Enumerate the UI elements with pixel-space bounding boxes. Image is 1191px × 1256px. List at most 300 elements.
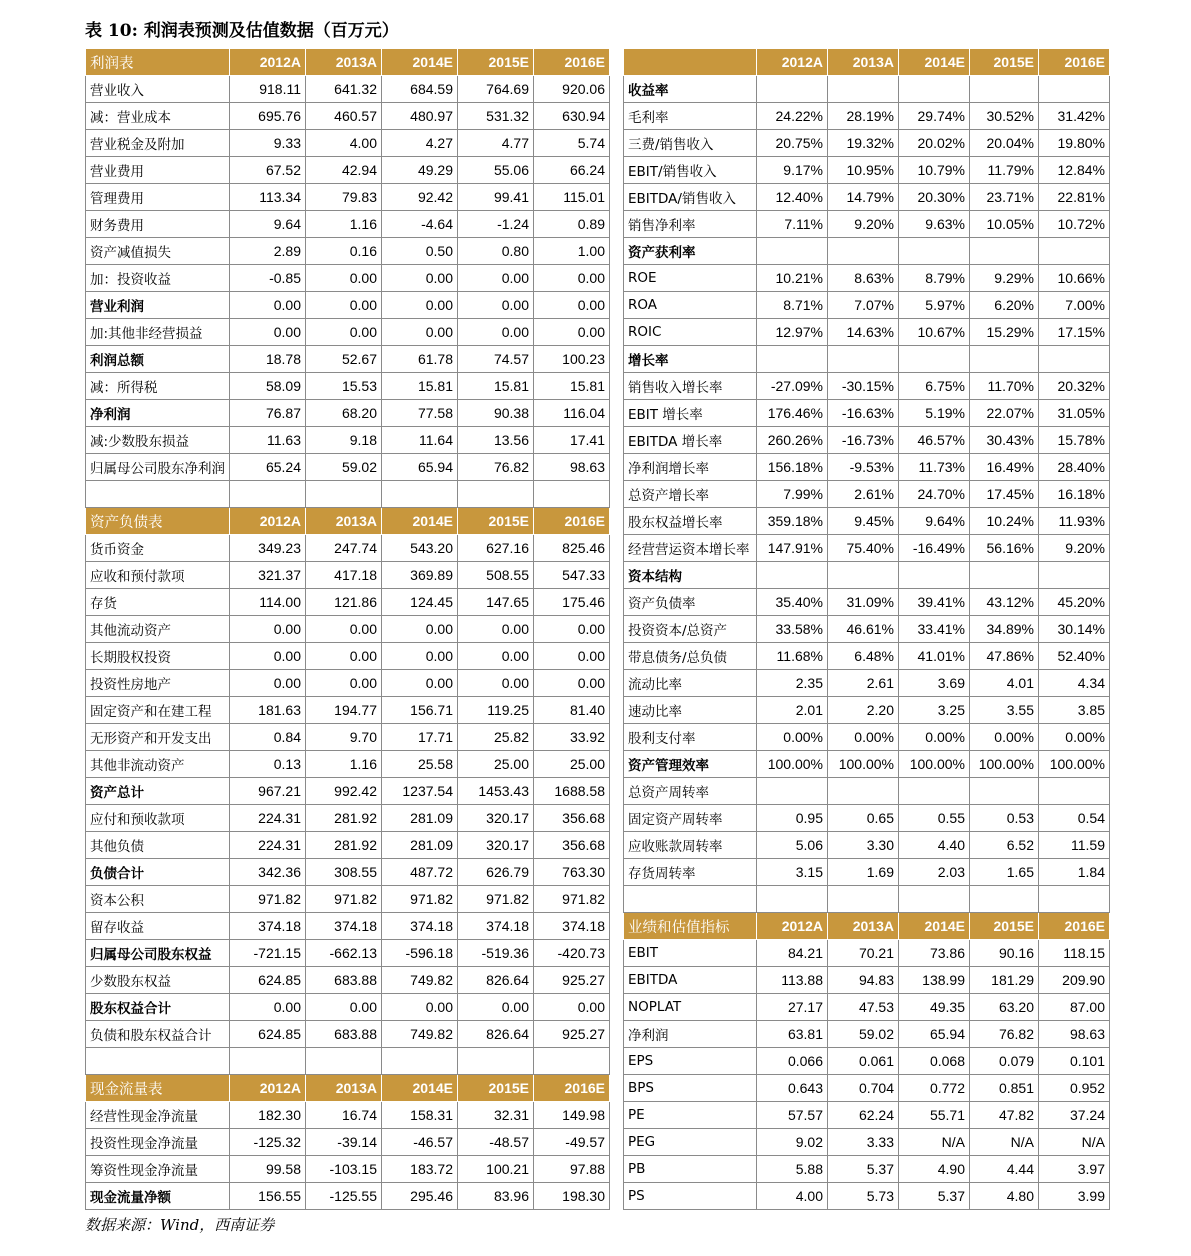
table-row — [86, 319, 610, 346]
value-cell: 925.27 — [534, 1021, 610, 1048]
value-cell: 0.643 — [757, 1075, 828, 1102]
value-cell: 8.71% — [757, 292, 828, 319]
table-row — [624, 1075, 1110, 1102]
value-cell: 4.44 — [970, 1156, 1039, 1183]
value-cell — [382, 1048, 458, 1075]
value-cell: 0.00 — [306, 670, 382, 697]
value-cell: 3.55 — [970, 697, 1039, 724]
value-cell: -4.64 — [382, 211, 458, 238]
value-cell — [534, 1048, 610, 1075]
row-label: ROA — [624, 292, 757, 319]
value-cell: 281.09 — [382, 805, 458, 832]
value-cell: 20.75% — [757, 130, 828, 157]
row-label: 少数股东权益 — [86, 967, 230, 994]
value-cell: 100.00% — [970, 751, 1039, 778]
value-cell: 33.41% — [899, 616, 970, 643]
value-cell: 10.66% — [1039, 265, 1110, 292]
value-cell — [1039, 346, 1110, 373]
value-cell: 18.78 — [230, 346, 306, 373]
value-cell: 531.32 — [458, 103, 534, 130]
row-label: 其他流动资产 — [86, 616, 230, 643]
value-cell: 0.00 — [534, 643, 610, 670]
row-label: 无形资产和开发支出 — [86, 724, 230, 751]
row-label: 加:其他非经营损益 — [86, 319, 230, 346]
value-cell — [757, 778, 828, 805]
value-cell: 0.00 — [458, 643, 534, 670]
value-cell: 76.87 — [230, 400, 306, 427]
table-row — [86, 130, 610, 157]
table-row — [624, 265, 1110, 292]
value-cell — [970, 238, 1039, 265]
table-row — [624, 1156, 1110, 1183]
row-label: 股东权益合计 — [86, 994, 230, 1021]
value-cell: 0.00 — [534, 319, 610, 346]
value-cell: -39.14 — [306, 1129, 382, 1156]
value-cell: 81.40 — [534, 697, 610, 724]
value-cell: 19.80% — [1039, 130, 1110, 157]
row-label: EBITDA 增长率 — [624, 427, 757, 454]
value-cell: 3.69 — [899, 670, 970, 697]
row-label: 净利润 — [86, 400, 230, 427]
value-cell: -662.13 — [306, 940, 382, 967]
value-cell: 543.20 — [382, 535, 458, 562]
spacer-row — [624, 886, 1110, 913]
value-cell: 70.21 — [828, 940, 899, 967]
value-cell: 45.20% — [1039, 589, 1110, 616]
value-cell: 0.89 — [534, 211, 610, 238]
table-row — [86, 1102, 610, 1129]
table-row — [86, 292, 610, 319]
row-label: 投资性房地产 — [86, 670, 230, 697]
value-cell: 84.21 — [757, 940, 828, 967]
table-row — [624, 805, 1110, 832]
value-cell: 9.33 — [230, 130, 306, 157]
value-cell — [970, 562, 1039, 589]
section-row — [624, 76, 1110, 103]
table-row — [624, 778, 1110, 805]
table-row — [624, 427, 1110, 454]
value-cell: 16.18% — [1039, 481, 1110, 508]
value-cell: 16.49% — [970, 454, 1039, 481]
value-cell: 57.57 — [757, 1102, 828, 1129]
value-cell: 156.18% — [757, 454, 828, 481]
value-cell: 7.00% — [1039, 292, 1110, 319]
table-row — [624, 1102, 1110, 1129]
value-cell: 3.33 — [828, 1129, 899, 1156]
value-cell — [899, 562, 970, 589]
value-cell: 9.64 — [230, 211, 306, 238]
data-source-note: 数据来源：Wind，西南证券 — [85, 1216, 275, 1234]
value-cell: 9.18 — [306, 427, 382, 454]
value-cell: 23.71% — [970, 184, 1039, 211]
value-cell: 925.27 — [534, 967, 610, 994]
section-label: 资本结构 — [624, 562, 757, 589]
row-label: 利润总额 — [86, 346, 230, 373]
value-cell: 0.13 — [230, 751, 306, 778]
row-label: 财务费用 — [86, 211, 230, 238]
value-cell: 100.23 — [534, 346, 610, 373]
value-cell: 683.88 — [306, 1021, 382, 1048]
value-cell — [899, 886, 970, 913]
value-cell: 4.01 — [970, 670, 1039, 697]
value-cell: 8.63% — [828, 265, 899, 292]
value-cell: 281.92 — [306, 805, 382, 832]
value-cell: 0.066 — [757, 1048, 828, 1075]
value-cell: 52.40% — [1039, 643, 1110, 670]
value-cell — [899, 346, 970, 373]
row-label: PEG — [624, 1129, 757, 1156]
value-cell: 971.82 — [458, 886, 534, 913]
value-cell: 33.92 — [534, 724, 610, 751]
value-cell: 0.00 — [382, 994, 458, 1021]
table-row — [86, 724, 610, 751]
value-cell: 119.25 — [458, 697, 534, 724]
year-header-cell: 2013A — [306, 508, 382, 535]
table-row — [86, 1129, 610, 1156]
value-cell: 11.70% — [970, 373, 1039, 400]
row-label: EBIT/销售收入 — [624, 157, 757, 184]
row-label: 管理费用 — [86, 184, 230, 211]
row-label: 应收账款周转率 — [624, 832, 757, 859]
value-cell: 641.32 — [306, 76, 382, 103]
value-cell: 149.98 — [534, 1102, 610, 1129]
value-cell: 9.45% — [828, 508, 899, 535]
value-cell: 10.67% — [899, 319, 970, 346]
value-cell: 15.29% — [970, 319, 1039, 346]
value-cell: 920.06 — [534, 76, 610, 103]
value-cell: 87.00 — [1039, 994, 1110, 1021]
table-row — [86, 859, 610, 886]
value-cell: 63.81 — [757, 1021, 828, 1048]
value-cell: 30.43% — [970, 427, 1039, 454]
value-cell: 3.15 — [757, 859, 828, 886]
value-cell — [1039, 778, 1110, 805]
row-label — [624, 886, 757, 913]
value-cell: 99.41 — [458, 184, 534, 211]
value-cell: 52.67 — [306, 346, 382, 373]
section-row — [624, 238, 1110, 265]
value-cell: 98.63 — [1039, 1021, 1110, 1048]
value-cell: 11.79% — [970, 157, 1039, 184]
value-cell: 3.25 — [899, 697, 970, 724]
value-cell: 138.99 — [899, 967, 970, 994]
value-cell: 0.00 — [306, 292, 382, 319]
header-label: 资产负债表 — [86, 508, 230, 535]
row-label: 投资性现金净流量 — [86, 1129, 230, 1156]
value-cell: 194.77 — [306, 697, 382, 724]
value-cell: 0.068 — [899, 1048, 970, 1075]
value-cell: 260.26% — [757, 427, 828, 454]
year-header-cell: 2013A — [828, 913, 899, 940]
year-header-cell: 2016E — [1039, 913, 1110, 940]
row-label: 固定资产和在建工程 — [86, 697, 230, 724]
value-cell: 76.82 — [970, 1021, 1039, 1048]
table-row — [86, 697, 610, 724]
year-header-cell: 2014E — [382, 49, 458, 76]
year-header-cell: 2013A — [306, 1075, 382, 1102]
table-row — [86, 562, 610, 589]
value-cell: 624.85 — [230, 1021, 306, 1048]
value-cell: 6.20% — [970, 292, 1039, 319]
value-cell — [899, 76, 970, 103]
value-cell: 369.89 — [382, 562, 458, 589]
value-cell: 5.74 — [534, 130, 610, 157]
value-cell — [382, 481, 458, 508]
year-header-cell: 2015E — [970, 49, 1039, 76]
value-cell: 826.64 — [458, 967, 534, 994]
header-label — [624, 49, 757, 76]
value-cell: 4.90 — [899, 1156, 970, 1183]
row-label: 速动比率 — [624, 697, 757, 724]
table-row — [86, 886, 610, 913]
value-cell: 9.20% — [1039, 535, 1110, 562]
value-cell: 100.21 — [458, 1156, 534, 1183]
value-cell: 121.86 — [306, 589, 382, 616]
value-cell: 0.00 — [534, 265, 610, 292]
value-cell — [828, 778, 899, 805]
table-row — [86, 994, 610, 1021]
value-cell: 66.24 — [534, 157, 610, 184]
row-label: 其他非流动资产 — [86, 751, 230, 778]
value-cell — [828, 346, 899, 373]
value-cell: 2.01 — [757, 697, 828, 724]
value-cell: 356.68 — [534, 805, 610, 832]
table-row — [624, 481, 1110, 508]
value-cell: 918.11 — [230, 76, 306, 103]
header-label: 利润表 — [86, 49, 230, 76]
year-header-cell: 2012A — [230, 1075, 306, 1102]
value-cell: 2.61% — [828, 481, 899, 508]
row-label: 净利润增长率 — [624, 454, 757, 481]
value-cell: 10.95% — [828, 157, 899, 184]
value-cell: 0.704 — [828, 1075, 899, 1102]
value-cell: 0.16 — [306, 238, 382, 265]
row-label: 资产管理效率 — [624, 751, 757, 778]
row-label: 加：投资收益 — [86, 265, 230, 292]
value-cell: 156.55 — [230, 1183, 306, 1210]
value-cell: 5.88 — [757, 1156, 828, 1183]
value-cell: 749.82 — [382, 1021, 458, 1048]
spacer-row — [86, 1048, 610, 1075]
value-cell: 176.46% — [757, 400, 828, 427]
value-cell: 5.97% — [899, 292, 970, 319]
value-cell: 0.851 — [970, 1075, 1039, 1102]
value-cell: 15.81 — [458, 373, 534, 400]
value-cell: N/A — [899, 1129, 970, 1156]
value-cell: 20.02% — [899, 130, 970, 157]
value-cell: 547.33 — [534, 562, 610, 589]
value-cell: 0.00 — [458, 265, 534, 292]
value-cell: -125.32 — [230, 1129, 306, 1156]
table-row — [86, 184, 610, 211]
table-row — [624, 373, 1110, 400]
row-label: 投资资本/总资产 — [624, 616, 757, 643]
value-cell: 10.21% — [757, 265, 828, 292]
value-cell: 59.02 — [828, 1021, 899, 1048]
value-cell: 20.04% — [970, 130, 1039, 157]
value-cell: 2.61 — [828, 670, 899, 697]
value-cell: 10.72% — [1039, 211, 1110, 238]
table-row — [624, 508, 1110, 535]
row-label: 归属母公司股东权益 — [86, 940, 230, 967]
value-cell: 3.30 — [828, 832, 899, 859]
value-cell: 295.46 — [382, 1183, 458, 1210]
row-label: 净利润 — [624, 1021, 757, 1048]
value-cell: 6.52 — [970, 832, 1039, 859]
row-label: 营业利润 — [86, 292, 230, 319]
value-cell: 1.00 — [534, 238, 610, 265]
table-row — [624, 1183, 1110, 1210]
row-label: 应收和预付款项 — [86, 562, 230, 589]
value-cell: 0.00% — [899, 724, 970, 751]
value-cell: 90.38 — [458, 400, 534, 427]
table-row — [624, 751, 1110, 778]
value-cell: 15.81 — [534, 373, 610, 400]
value-cell: -125.55 — [306, 1183, 382, 1210]
year-header-cell: 2014E — [899, 913, 970, 940]
table-row — [86, 616, 610, 643]
value-cell: 65.24 — [230, 454, 306, 481]
value-cell: 99.58 — [230, 1156, 306, 1183]
value-cell: 626.79 — [458, 859, 534, 886]
year-header-cell: 2014E — [382, 1075, 458, 1102]
value-cell — [534, 481, 610, 508]
table-row — [624, 589, 1110, 616]
value-cell: 12.84% — [1039, 157, 1110, 184]
row-label: 资产负债率 — [624, 589, 757, 616]
value-cell — [828, 238, 899, 265]
value-cell: 1688.58 — [534, 778, 610, 805]
value-cell: 0.84 — [230, 724, 306, 751]
value-cell: 684.59 — [382, 76, 458, 103]
year-header-cell: 2016E — [534, 508, 610, 535]
row-label: EBIT — [624, 940, 757, 967]
value-cell: N/A — [970, 1129, 1039, 1156]
value-cell: 971.82 — [230, 886, 306, 913]
value-cell: 0.00 — [306, 616, 382, 643]
value-cell: 4.00 — [757, 1183, 828, 1210]
table-row — [86, 400, 610, 427]
value-cell: 764.69 — [458, 76, 534, 103]
value-cell — [757, 76, 828, 103]
table-row — [86, 670, 610, 697]
value-cell: 24.70% — [899, 481, 970, 508]
value-cell: 175.46 — [534, 589, 610, 616]
value-cell: 75.40% — [828, 535, 899, 562]
value-cell: 65.94 — [382, 454, 458, 481]
table-row — [624, 616, 1110, 643]
value-cell: 77.58 — [382, 400, 458, 427]
value-cell — [970, 346, 1039, 373]
value-cell: 281.92 — [306, 832, 382, 859]
value-cell: 73.86 — [899, 940, 970, 967]
row-label: 总资产增长率 — [624, 481, 757, 508]
value-cell: 4.27 — [382, 130, 458, 157]
table-row — [624, 1129, 1110, 1156]
row-label: EBITDA — [624, 967, 757, 994]
value-cell: 9.29% — [970, 265, 1039, 292]
row-label: 资产减值损失 — [86, 238, 230, 265]
table-row — [86, 157, 610, 184]
year-header-cell: 2012A — [230, 508, 306, 535]
value-cell: 209.90 — [1039, 967, 1110, 994]
value-cell: 33.58% — [757, 616, 828, 643]
table-row — [86, 535, 610, 562]
table-row — [86, 778, 610, 805]
value-cell: 0.00 — [458, 616, 534, 643]
table-row — [624, 292, 1110, 319]
value-cell: 0.00% — [757, 724, 828, 751]
value-cell: 182.30 — [230, 1102, 306, 1129]
value-cell: 0.00 — [382, 616, 458, 643]
value-cell: 971.82 — [534, 886, 610, 913]
value-cell: 0.00 — [534, 292, 610, 319]
value-cell: -30.15% — [828, 373, 899, 400]
value-cell — [828, 886, 899, 913]
value-cell: 0.00 — [382, 319, 458, 346]
value-cell — [306, 481, 382, 508]
value-cell — [757, 562, 828, 589]
value-cell: 967.21 — [230, 778, 306, 805]
value-cell: 9.20% — [828, 211, 899, 238]
value-cell: 47.86% — [970, 643, 1039, 670]
table-row — [624, 994, 1110, 1021]
value-cell: 34.89% — [970, 616, 1039, 643]
value-cell: 47.82 — [970, 1102, 1039, 1129]
value-cell: 158.31 — [382, 1102, 458, 1129]
value-cell: 198.30 — [534, 1183, 610, 1210]
value-cell: 9.70 — [306, 724, 382, 751]
value-cell: 14.79% — [828, 184, 899, 211]
table-row — [86, 238, 610, 265]
table-row — [624, 130, 1110, 157]
table-row — [624, 643, 1110, 670]
value-cell: 0.00 — [382, 670, 458, 697]
value-cell: 11.68% — [757, 643, 828, 670]
value-cell: 695.76 — [230, 103, 306, 130]
value-cell — [970, 886, 1039, 913]
table-row — [624, 940, 1110, 967]
value-cell: 5.06 — [757, 832, 828, 859]
year-header-cell: 2016E — [534, 49, 610, 76]
value-cell — [1039, 562, 1110, 589]
table-row — [86, 427, 610, 454]
year-header-cell: 2013A — [828, 49, 899, 76]
value-cell: 25.58 — [382, 751, 458, 778]
financial-statements-table — [85, 48, 610, 1210]
value-cell — [899, 778, 970, 805]
value-cell: 1.84 — [1039, 859, 1110, 886]
table-row — [624, 319, 1110, 346]
row-label: 长期股权投资 — [86, 643, 230, 670]
value-cell: 0.00 — [382, 265, 458, 292]
value-cell: 3.97 — [1039, 1156, 1110, 1183]
value-cell: 100.00% — [1039, 751, 1110, 778]
row-label: 减：营业成本 — [86, 103, 230, 130]
value-cell — [306, 1048, 382, 1075]
value-cell: -46.57 — [382, 1129, 458, 1156]
value-cell: 0.95 — [757, 805, 828, 832]
value-cell: 224.31 — [230, 832, 306, 859]
value-cell: 0.00 — [230, 643, 306, 670]
value-cell: 683.88 — [306, 967, 382, 994]
row-label: PE — [624, 1102, 757, 1129]
value-cell: 624.85 — [230, 967, 306, 994]
year-header-cell: 2012A — [757, 913, 828, 940]
value-cell: 0.101 — [1039, 1048, 1110, 1075]
table-row — [624, 211, 1110, 238]
value-cell: 0.00 — [458, 292, 534, 319]
